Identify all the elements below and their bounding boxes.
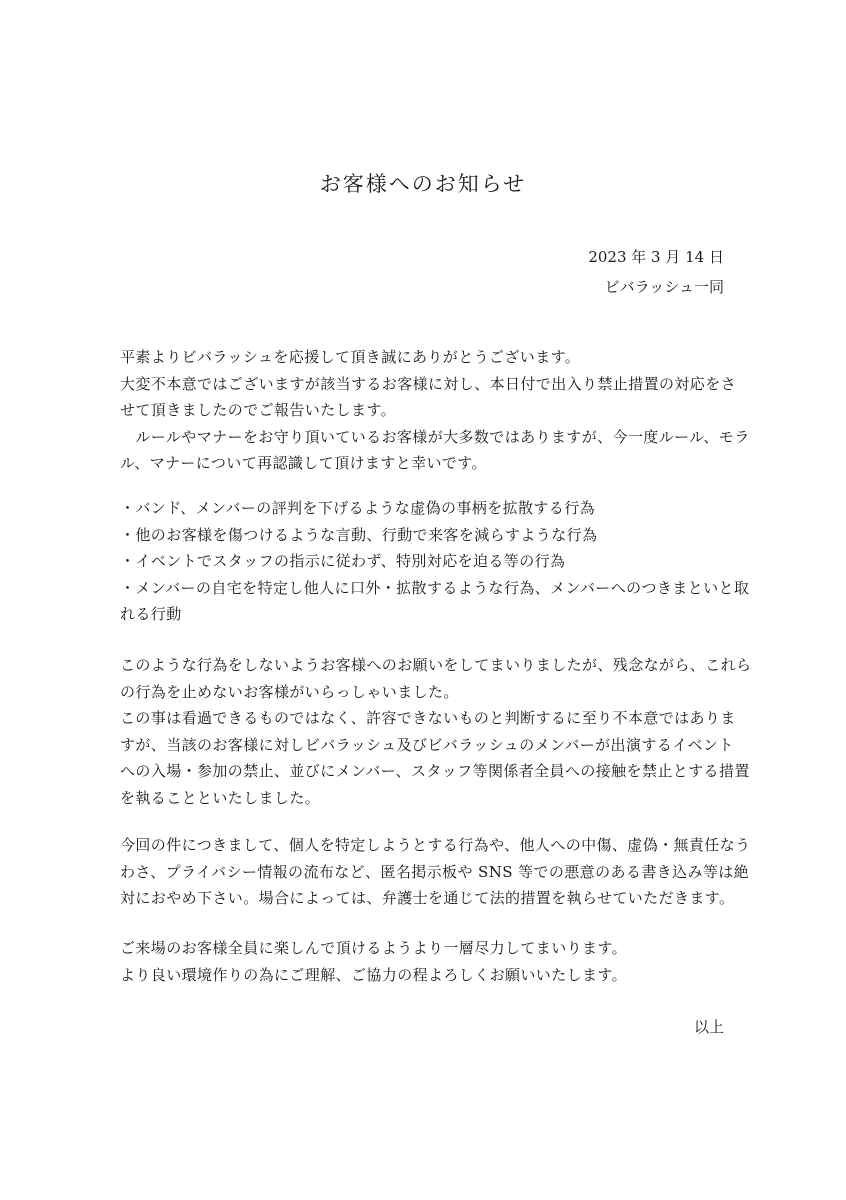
intro-line: せて頂きましたのでご報告いたします。 xyxy=(120,401,397,419)
document-meta xyxy=(588,242,724,302)
list-item: ・他のお客様を傷つけるような言動、行動で来客を減らすような行為 xyxy=(120,525,598,544)
list-item: ・メンバーの自宅を特定し他人に口外・拡散するような行為、メンバーへのつきまといと取 xyxy=(120,578,750,597)
measures-line: このような行為をしないようお客様へのお願いをしてまいりましたが、残念ながら、これら xyxy=(120,656,752,674)
document-date: 2023 年 3 月 14 日 xyxy=(588,248,724,266)
warning-line: わさ、プライバシー情報の流布など、匿名掲示板や SNS 等での悪意のある書き込み等は絶 xyxy=(120,862,750,881)
warning-paragraph xyxy=(120,832,751,912)
closing-paragraph xyxy=(120,935,730,988)
warning-line: 対におやめ下さい。場合によっては、弁護士を通じて法的措置を執らせていただきます。 xyxy=(120,889,735,907)
intro-paragraph xyxy=(120,344,750,477)
intro-line: ル、マナーについて再認識して頂けますと幸いです。 xyxy=(120,454,487,472)
intro-line: 大変不本意ではございますが該当するお客様に対し、本日付で出入り禁止措置の対応をさ xyxy=(120,374,737,393)
list-item: ・イベントでスタッフの指示に従わず、特別対応を迫る等の行為 xyxy=(120,552,566,570)
list-item: れる行動 xyxy=(120,605,182,623)
list-item: ・バンド、メンバーの評判を下げるような虚偽の事柄を拡散する行為 xyxy=(120,499,596,517)
closing-line: より良い環境作りの為にご理解、ご協力の程よろしくお願いいたします。 xyxy=(120,965,628,984)
intro-line: 平素よりビバラッシュを応援して頂き誠にありがとうございます。 xyxy=(120,348,581,366)
document-sender: ビバラッシュ一同 xyxy=(604,278,724,296)
measures-line: の行為を止めないお客様がいらっしゃいました。 xyxy=(120,682,459,701)
measures-line: を執ることといたしました。 xyxy=(120,788,321,807)
measures-paragraph xyxy=(120,652,752,811)
measures-line: この事は看過できるものではなく、許容できないものと判断するに至り不本意ではありま xyxy=(120,709,736,727)
prohibited-acts-list xyxy=(120,495,750,628)
measures-line: すが、当該のお客様に対しビバラッシュ及びビバラッシュのメンバーが出演するイベント xyxy=(120,735,734,754)
closing-line: ご来場のお客様全員に楽しんで頂けるようより一層尽力してまいります。 xyxy=(120,939,628,957)
intro-line: ルールやマナーをお守り頂いているお客様が大多数ではありますが、今一度ルール、モラ xyxy=(120,427,750,446)
measures-line: への入場・参加の禁止、並びにメンバー、スタッフ等関係者全員への接触を禁止とする措置 xyxy=(120,762,750,780)
closing-mark: 以上 xyxy=(693,1018,724,1036)
warning-line: 今回の件につきまして、個人を特定しようとする行為や、他人への中傷、虚偽・無責任なう xyxy=(120,836,751,854)
document-title: お客様へのお知らせ xyxy=(319,172,527,196)
